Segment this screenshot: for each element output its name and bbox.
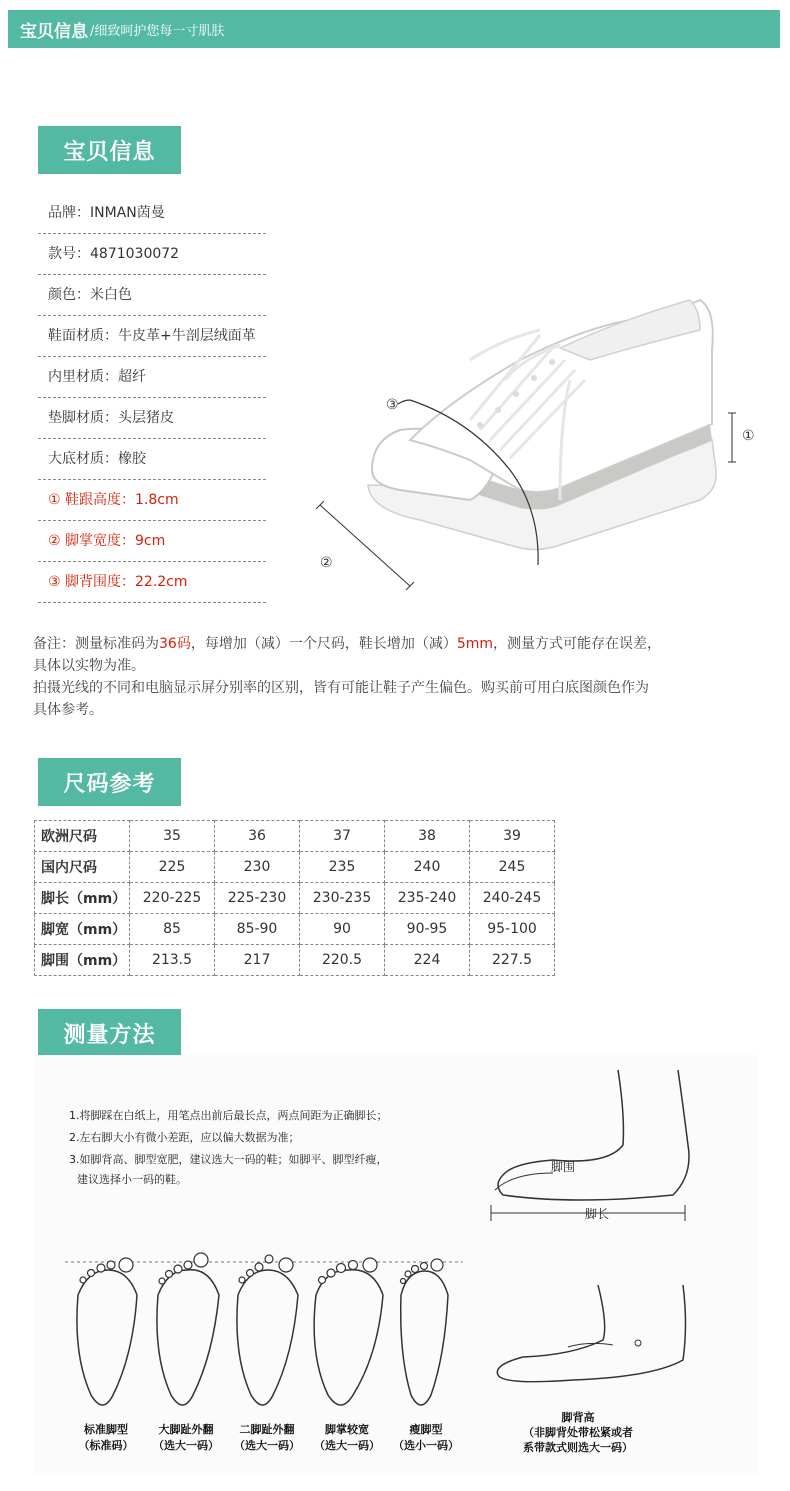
info-brand: 品牌：INMAN茵曼: [38, 193, 266, 234]
foot-type-advice: （选小一码）: [393, 1439, 459, 1452]
foot-type-name: 脚掌较宽: [325, 1423, 369, 1436]
info-sole-width: ② 脚掌宽度：9cm: [38, 521, 266, 562]
table-head-cell: 欧洲尺码: [35, 821, 130, 852]
table-cell: 90-95: [385, 914, 470, 945]
table-cell: 240: [385, 852, 470, 883]
table-head-cell: 脚围（mm）: [35, 945, 130, 976]
step-3-cont: 建议选择小一码的鞋。: [77, 1173, 187, 1186]
instep-advice-2: 系带款式则选大一码）: [523, 1441, 633, 1454]
table-cell: 227.5: [470, 945, 555, 976]
table-cell: 39: [470, 821, 555, 852]
section-title-info: 宝贝信息: [38, 126, 181, 174]
table-head-cell: 脚长（mm）: [35, 883, 130, 914]
table-cell: 217: [215, 945, 300, 976]
note-l4: 具体参考。: [33, 702, 103, 718]
table-head-cell: 国内尺码: [35, 852, 130, 883]
note-step: 5mm: [456, 636, 494, 652]
info-instep-girth: ③ 脚背围度：22.2cm: [38, 562, 266, 603]
banner-slogan: /细致呵护您每一寸肌肤: [90, 23, 225, 39]
girth-label: 脚围: [551, 1160, 576, 1174]
note-l1e: ，测量方式可能存在误差，: [493, 636, 662, 652]
table-cell: 220-225: [130, 883, 215, 914]
table-cell: 36: [215, 821, 300, 852]
info-heel-height: ① 鞋跟高度：1.8cm: [38, 480, 266, 521]
foot-diagrams: [33, 1055, 758, 1475]
foot-type-name: 二脚趾外翻: [239, 1423, 295, 1436]
measurement-note: [33, 633, 753, 721]
table-cell: 245: [470, 852, 555, 883]
table-cell: 35: [130, 821, 215, 852]
table-cell: 224: [385, 945, 470, 976]
measurement-guide: [33, 1055, 758, 1475]
step-3: 3.如脚背高、脚型宽肥，建议选大一码的鞋；如脚平、脚型纤瘦，: [69, 1153, 388, 1166]
foot-type-advice: （选大一码）: [314, 1439, 380, 1452]
table-cell: 230: [215, 852, 300, 883]
table-cell: 230-235: [300, 883, 385, 914]
table-cell: 235: [300, 852, 385, 883]
foot-type-name: 标准脚型: [84, 1423, 128, 1436]
section-title-size: 尺码参考: [38, 758, 181, 806]
note-l3: 拍摄光线的不同和电脑显示屏分别率的区别，皆有可能让鞋子产生偏色。购买前可用白底图颜色作为: [33, 680, 649, 696]
table-cell: 220.5: [300, 945, 385, 976]
note-std-size: 36码: [159, 636, 191, 652]
table-row: [35, 945, 555, 976]
marker-2: ②: [320, 555, 333, 571]
table-cell: 235-240: [385, 883, 470, 914]
table-head-cell: 脚宽（mm）: [35, 914, 130, 945]
step-2: 2.左右脚大小有微小差距，应以偏大数据为准；: [69, 1131, 300, 1144]
info-upper: 鞋面材质：牛皮革+牛剖层绒面革: [38, 316, 266, 357]
table-cell: 85: [130, 914, 215, 945]
note-l2: 具体以实物为准。: [33, 658, 145, 674]
foot-type-name: 瘦脚型: [409, 1423, 443, 1436]
note-l1c: ，每增加（减）一个尺码，鞋长增加（减）: [190, 636, 457, 652]
section-title-method: 测量方法: [38, 1009, 181, 1057]
table-row: [35, 852, 555, 883]
marker-1: ①: [742, 428, 755, 444]
table-row: [35, 883, 555, 914]
table-cell: 38: [385, 821, 470, 852]
step-1: 1.将脚踩在白纸上，用笔点出前后最长点，两点间距为正确脚长；: [69, 1109, 388, 1122]
info-model: 款号：4871030072: [38, 234, 266, 275]
marker-3: ③: [386, 397, 399, 413]
banner-title: 宝贝信息: [20, 21, 88, 42]
table-cell: 85-90: [215, 914, 300, 945]
length-label: 脚长: [585, 1207, 610, 1221]
info-color: 颜色：米白色: [38, 275, 266, 316]
foot-type-name: 大脚趾外翻: [158, 1423, 214, 1436]
table-cell: 225-230: [215, 883, 300, 914]
foot-type-advice: （选大一码）: [153, 1439, 219, 1452]
note-l1a: 备注：测量标准码为: [33, 636, 159, 652]
foot-type-advice: （选大一码）: [234, 1439, 300, 1452]
table-cell: 240-245: [470, 883, 555, 914]
table-cell: 95-100: [470, 914, 555, 945]
table-row: [35, 821, 555, 852]
table-row: [35, 914, 555, 945]
instep-advice-1: （非脚背处带松紧或者: [523, 1426, 633, 1439]
info-lining: 内里材质：超纤: [38, 357, 266, 398]
table-cell: 225: [130, 852, 215, 883]
size-table: [34, 820, 555, 976]
foot-type-advice: （标准码）: [78, 1439, 134, 1452]
table-cell: 37: [300, 821, 385, 852]
shoe-illustration: [0, 0, 790, 620]
table-cell: 90: [300, 914, 385, 945]
instep-name: 脚背高: [561, 1411, 595, 1424]
info-insole: 垫脚材质：头层猪皮: [38, 398, 266, 439]
info-outsole: 大底材质：橡胶: [38, 439, 266, 480]
table-cell: 213.5: [130, 945, 215, 976]
